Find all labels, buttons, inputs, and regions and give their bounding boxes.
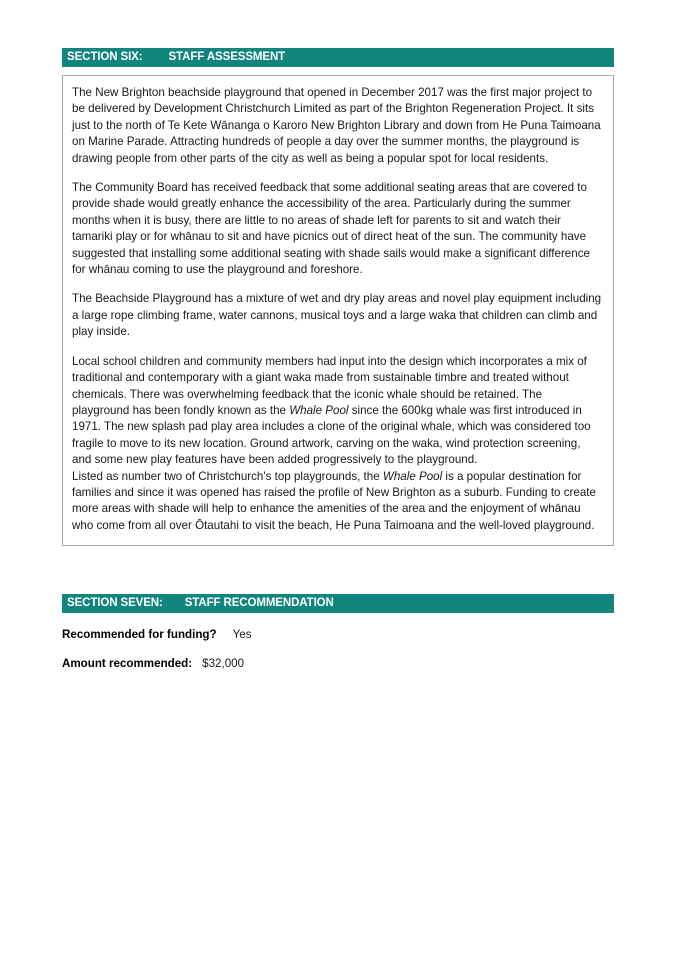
whale-pool-italic-first: Whale Pool — [289, 403, 349, 417]
section-six-title: STAFF ASSESSMENT — [168, 51, 286, 63]
assessment-paragraph-4 — [72, 354, 602, 469]
document-content — [62, 48, 614, 671]
recommended-for-funding-label: Recommended for funding? — [62, 628, 217, 642]
assessment-paragraph-5-text-a: Listed as number two of Christchurch's top playgrounds, the — [72, 469, 383, 483]
assessment-paragraph-5-text-b: is a popular destination for families and since it was opened has raised the profile of New Brighton as a suburb. Funding to create more areas with shade will help to enhance the amenities of the area and the enjoyment of whānau who come from all over Ōtautahi to visit the beach, He Puna Taimoana and the well-loved playground. — [72, 469, 596, 532]
recommended-for-funding-value: Yes — [232, 628, 252, 642]
section-seven-header — [62, 594, 614, 613]
section-six-header — [62, 48, 614, 67]
amount-recommended-value: $32,000 — [202, 657, 245, 671]
section-seven-title: STAFF RECOMMENDATION — [184, 597, 334, 610]
section-seven-block — [62, 594, 614, 671]
staff-assessment-textbox — [62, 75, 614, 546]
assessment-paragraph-4-text-b: since the 600kg whale was first introduced in 1971. The new splash pad play area includes a clone of the original whale, which was considered too fragile to move to its new location. Ground artwork, carving on the waka, wind protection screening, and some new play features have been added progressively to the playground. — [72, 403, 591, 467]
amount-recommended-label: Amount recommended: — [62, 657, 193, 671]
recommended-for-funding-row — [62, 627, 614, 642]
assessment-paragraph-3: The Beachside Playground has a mixture of wet and dry play areas and novel play equipment including a large rope climbing frame, water cannons, musical toys and a large waka that children can climb and play inside. — [72, 292, 602, 339]
assessment-paragraph-5 — [72, 469, 602, 535]
whale-pool-italic-second: Whale Pool — [382, 469, 443, 483]
assessment-paragraph-4-text-a: Local school children and community members had input into the design which incorporates a mix of traditional and contemporary with a giant waka made from sustainable timbre and treated without chemicals. There was overwhelming feedback that the iconic whale should be retained. The playground has been fondly known as the — [72, 354, 587, 417]
assessment-paragraph-1: The New Brighton beachside playground that opened in December 2017 was the first major project to be delivered by Development Christchurch Limited as part of the Brighton Regeneration Project. It sits just to the north of Te Kete Wānanga o Karoro New Brighton Library and down from He Puna Taimoana on Marine Parade. Attracting hundreds of people a day over the summer months, the playground is drawing people from other parts of the city as well as being a popular spot for local residents. — [72, 86, 601, 165]
section-six-label: SECTION SIX: — [67, 51, 143, 63]
section-seven-label: SECTION SEVEN: — [67, 597, 163, 610]
assessment-paragraph-2: The Community Board has received feedback that some additional seating areas that are covered to provide shade would greatly enhance the accessibility of the area. Particularly during the summer months when it is busy, there are little to no areas of shade left for parents to sit and watch their tamariki play or for whānau to sit and have picnics out of direct heat of the sun. The community have suggested that installing some additional seating with shade sails would make a significant difference for whānau coming to use the playground and foreshore. — [72, 181, 590, 277]
amount-recommended-row — [62, 656, 614, 671]
